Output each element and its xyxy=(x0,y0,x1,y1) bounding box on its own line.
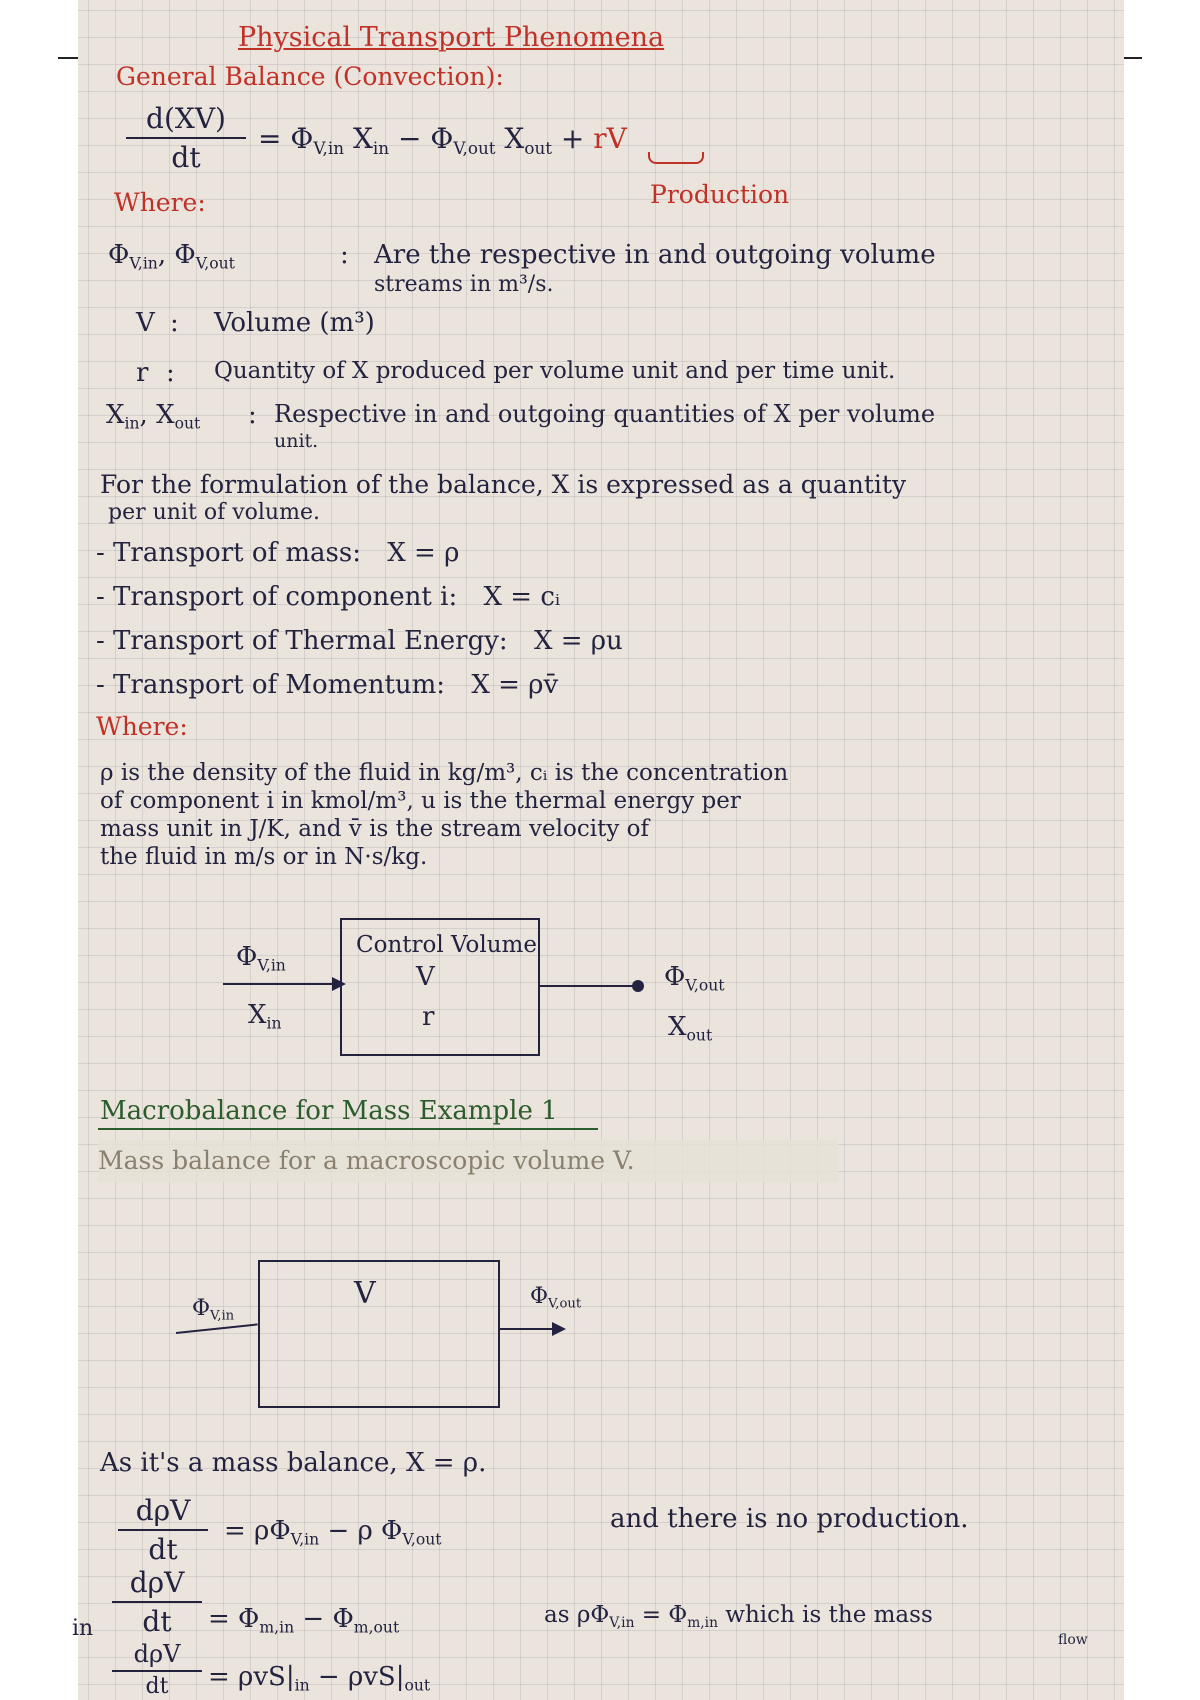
eq2-note xyxy=(544,1602,933,1631)
minus-sign: − xyxy=(397,122,422,155)
x-in-sub: in xyxy=(372,137,390,158)
eq1-denominator: dt xyxy=(148,1533,178,1566)
definition-quantities-desc-2: unit. xyxy=(274,430,319,452)
x-out-symbol: X xyxy=(504,122,525,155)
def-x-symbol-2: , X xyxy=(139,400,175,430)
definition-volume-symbol: V xyxy=(136,308,155,338)
diagram1-phi-out-sub: V,out xyxy=(685,976,725,995)
definition-quantities xyxy=(106,400,200,432)
eq2-note-flow: flow xyxy=(1058,1632,1088,1648)
diagram2-phi-in xyxy=(192,1296,234,1324)
eq2-rhs-sub1: m,in xyxy=(259,1618,295,1637)
eq2-note-part2: = Φ xyxy=(634,1602,688,1628)
x-in-symbol: X xyxy=(352,122,373,155)
transport-component xyxy=(96,582,560,612)
eq3-numerator: dρV xyxy=(133,1640,181,1668)
transport-momentum-label: - Transport of Momentum: xyxy=(96,670,446,700)
diagram1-outflow-dot xyxy=(632,980,644,992)
transport-component-value: X = cᵢ xyxy=(483,582,561,612)
diagram2-outflow-arrowhead xyxy=(552,1322,566,1336)
diagram2-phi-out-sub: V,out xyxy=(548,1296,582,1312)
eq3-rhs xyxy=(208,1662,430,1694)
example-heading: Macrobalance for Mass Example 1 xyxy=(100,1096,558,1126)
eq3-rhs-sub2: out xyxy=(404,1676,431,1695)
diagram1-x-out-symbol: X xyxy=(668,1012,687,1042)
formulation-line-2: per unit of volume. xyxy=(108,500,320,525)
example-heading-underline xyxy=(98,1128,598,1130)
def-symbol: Φ xyxy=(108,240,130,270)
transport-thermal-label: - Transport of Thermal Energy: xyxy=(96,626,508,656)
eq2-note-part3: which is the mass xyxy=(718,1602,933,1628)
transport-mass xyxy=(96,538,459,568)
eq3-rhs-part1: = ρvS| xyxy=(208,1662,295,1692)
transport-thermal-value: X = ρu xyxy=(533,626,623,656)
definition-streams-desc-2: streams in m³/s. xyxy=(374,272,554,297)
def-x-symbol: X xyxy=(106,400,125,430)
diagram1-x-out xyxy=(668,1012,712,1044)
control-volume-title: Control Volume xyxy=(356,932,537,958)
phi-out-sub: V,out xyxy=(453,137,496,158)
def-x-sub-2: out xyxy=(174,414,201,433)
def-x-sub: in xyxy=(124,414,140,433)
where-label-1: Where: xyxy=(114,188,206,217)
phi-in-sub: V,in xyxy=(313,137,345,158)
eq2-denominator: dt xyxy=(142,1605,172,1638)
where-paragraph-line-2: of component i in kmol/m³, u is the thermal energy per xyxy=(100,788,741,814)
diagram1-x-in xyxy=(248,1000,282,1032)
diagram1-phi-in xyxy=(236,942,286,974)
diagram2-phi-out-symbol: Φ xyxy=(530,1284,549,1309)
diagram1-x-out-sub: out xyxy=(686,1026,713,1045)
eq1-fraction xyxy=(118,1494,208,1566)
def-symbol-2: , Φ xyxy=(157,240,196,270)
phi-out-symbol: Φ xyxy=(430,122,454,155)
production-term: rV xyxy=(593,122,627,155)
transport-mass-label: - Transport of mass: xyxy=(96,538,361,568)
page-title: Physical Transport Phenomena xyxy=(238,22,665,53)
general-balance-rhs xyxy=(258,122,627,158)
diagram1-phi-in-sub: V,in xyxy=(257,956,286,975)
formulation-line-1: For the formulation of the balance, X is expressed as a quantity xyxy=(100,470,907,499)
eq2-fraction xyxy=(112,1566,202,1638)
eq3-bar xyxy=(112,1670,202,1672)
definition-streams-desc: Are the respective in and outgoing volume xyxy=(374,240,936,270)
eq3-fraction xyxy=(112,1640,202,1699)
diagram2-phi-out xyxy=(530,1284,581,1312)
diagram2-inflow-line xyxy=(176,1323,258,1334)
eq2-note-part1: as ρΦ xyxy=(544,1602,610,1628)
eq3-rhs-part2: − ρvS| xyxy=(309,1662,405,1692)
diagram2-outflow-line xyxy=(498,1328,558,1330)
fraction-bar xyxy=(126,137,246,139)
eq3-denominator: dt xyxy=(145,1674,169,1699)
definition-volume-desc: Volume (m³) xyxy=(214,308,375,338)
definition-volume-sep: : xyxy=(170,308,179,338)
eq1-rhs xyxy=(224,1516,442,1548)
eq2-numerator: dρV xyxy=(129,1566,185,1599)
transport-momentum xyxy=(96,670,558,700)
definition-quantities-desc: Respective in and outgoing quantities of X per volume xyxy=(274,400,936,428)
notebook-page xyxy=(72,0,1124,1700)
eq1-numerator: dρV xyxy=(135,1494,191,1527)
eq1-rhs-sub2: V,out xyxy=(402,1530,442,1549)
diagram1-inflow-line xyxy=(223,983,333,985)
eq1-rhs-part1: = ρΦ xyxy=(224,1516,291,1546)
control-volume-r: r xyxy=(422,1002,435,1032)
diagram1-phi-out-symbol: Φ xyxy=(664,962,686,992)
eq2-margin-note: in xyxy=(72,1616,94,1641)
diagram1-x-in-symbol: X xyxy=(248,1000,267,1030)
example-subtitle: Mass balance for a macroscopic volume V. xyxy=(98,1146,635,1175)
diagram1-outflow-line xyxy=(538,985,638,987)
fraction-numerator: d(XV) xyxy=(146,102,226,135)
eq2-rhs-part2: − Φ xyxy=(294,1604,354,1634)
general-balance-heading: General Balance (Convection): xyxy=(116,62,504,91)
x-out-sub: out xyxy=(524,137,553,158)
mass-balance-statement: As it's a mass balance, X = ρ. xyxy=(100,1448,487,1478)
where-paragraph-line-3: mass unit in J/K, and v̄ is the stream velocity of xyxy=(100,816,649,842)
control-volume-v: V xyxy=(416,962,435,992)
diagram1-phi-in-symbol: Φ xyxy=(236,942,258,972)
diagram1-phi-out xyxy=(664,962,725,994)
left-edge-mark xyxy=(58,57,80,59)
transport-momentum-value: X = ρv̄ xyxy=(471,670,559,700)
diagram1-x-in-sub: in xyxy=(266,1014,282,1033)
diagram2-phi-in-sub: V,in xyxy=(210,1308,235,1324)
plus-sign: + xyxy=(560,122,585,155)
eq3-rhs-sub1: in xyxy=(294,1676,310,1695)
where-label-2: Where: xyxy=(96,712,188,741)
where-paragraph-line-4: the fluid in m/s or in N·s/kg. xyxy=(100,844,428,870)
definition-rate-sep: : xyxy=(166,358,175,388)
definition-streams xyxy=(108,240,235,272)
eq2-note-sub1: V,in xyxy=(609,1614,635,1631)
eq1-bar xyxy=(118,1529,208,1531)
volume-box-v: V xyxy=(354,1276,376,1311)
equals-sign: = xyxy=(258,122,282,155)
definition-streams-sep: : xyxy=(340,240,349,270)
definition-quantities-sep: : xyxy=(248,400,257,430)
diagram2-phi-in-symbol: Φ xyxy=(192,1296,211,1321)
def-symbol-sub: V,in xyxy=(129,254,158,273)
eq2-note-sub2: m,in xyxy=(687,1614,718,1631)
eq1-note: and there is no production. xyxy=(610,1504,969,1534)
production-label: Production xyxy=(650,180,790,209)
where-paragraph-line-1: ρ is the density of the fluid in kg/m³, cᵢ is the concentration xyxy=(100,760,789,786)
def-symbol-2-sub: V,out xyxy=(195,254,235,273)
eq2-rhs-sub2: m,out xyxy=(353,1618,400,1637)
transport-mass-value: X = ρ xyxy=(387,538,460,568)
eq2-rhs xyxy=(208,1604,399,1636)
eq1-rhs-part2: − ρ Φ xyxy=(319,1516,403,1546)
transport-component-label: - Transport of component i: xyxy=(96,582,458,612)
production-brace xyxy=(648,152,704,164)
eq2-bar xyxy=(112,1601,202,1603)
definition-rate-desc: Quantity of X produced per volume unit and per time unit. xyxy=(214,358,896,384)
eq1-rhs-sub1: V,in xyxy=(290,1530,320,1549)
transport-thermal xyxy=(96,626,623,656)
eq2-rhs-part1: = Φ xyxy=(208,1604,260,1634)
general-balance-fraction xyxy=(126,102,246,174)
phi-in-symbol: Φ xyxy=(290,122,314,155)
volume-box xyxy=(258,1260,500,1408)
definition-rate-symbol: r xyxy=(136,358,149,388)
fraction-denominator: dt xyxy=(171,141,201,174)
